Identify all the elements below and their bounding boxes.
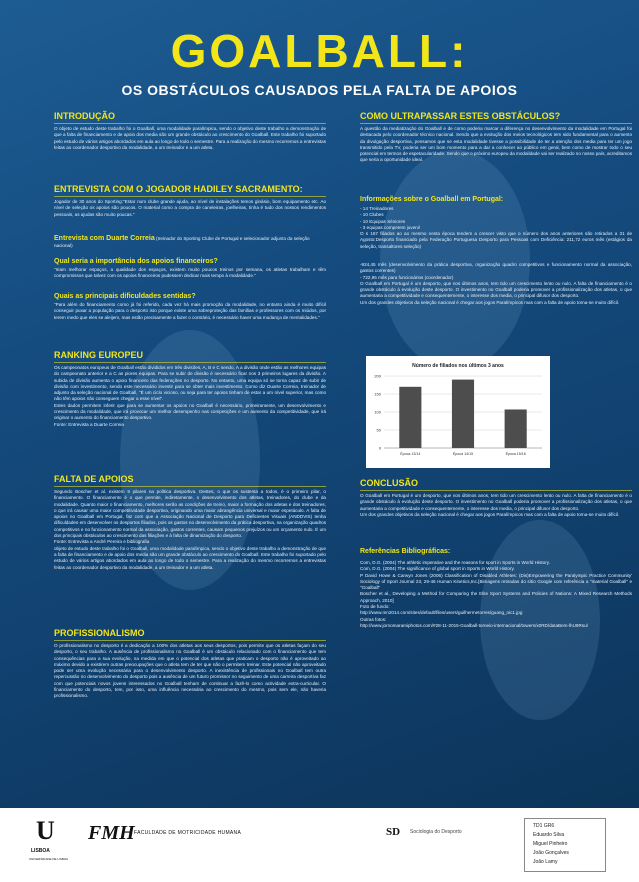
section-text-profissionalismo: O profissionalismo no desporto é a dedicação a 100% dos atletas aos seus desportos, pois permite que os atletas façam do seu desporto, o seu trabalho. A ausência de profissionalismo no Goalball é um obstáculo relacionado com o financiamento que tem consequências para a sua evolução, na medida em que o potencial dos atletas que praticam o desporto não é aproveitado ao máximo devido a existirem outras preocupações que o atleta tem de ter que não o permitem treinar. Este potencial não aproveitado pode ser uma evolução necessária para o desenvolvimento desporto. A inexistência de profissionais no Goalball tem outra repercussão no desenvolvimento do desporto pois a ausência de um futuro promissor no seguimento de uma carreira desportiva faz com que potenciais novos jovens interessados no Goalball tenham de continuar a fazê-lo como actividade extra-curricular. O financiamento do desporto, tem, por isso, uma influência necessária ao crescimento do mesmo, pois sem ele, não haveria profissionalismo. <box>54 643 326 699</box>
informacoes-list: - 14 Treinadores - 10 Clubes - 10 Equipas Séniores - 3 equipas competem juvenil O s 167 filiados ao ao mesmo nesta época tendem a crescer visto que o número dos anos anteriores são retirados a 31 de Agosto:Desporto financiado pela Federação Portuguesa Desporto para Pessoas com Deficiência: 211,72 euros mês (estágios da seleção, transaltores seleção) <box>360 206 632 249</box>
section-text-falta-apoios: Segundo Boscher et al. existem 9 pilares na política desportiva. Destes, o que os sustenta a todos, é o primeiro pilar, o financiamento. O financiamento é o que permite, indiretamente, o desenvolvimento dos atletas, treinadores, do clube e da modalidade. Quanto maior o financiamento, melhores serão as condições de treino, maior a formação dos atletas e dos treinadores, o que irá causar uma maior competitividade desportiva, originando uma maior abrangência universal e maior espetáculo. A falta de apoios no Goalball em Portugal, faz com que a Associação Nacional de Desporto para Deficientes Visuais (ANDDVIS) tenha dificuldades em desenvolver os desportos filiados, pois os gastos no desenvolvimento da prática desportiva, na organização quadros competitivos e no funcionamento normal da associação, gastos correntes, causam pequenos prejuízos ou um orçamento nulo. É um dos principais obstáculos ao crescimento das filiações e à falta de dinamização do desporto. Fonte: Entrevista a André Pereira e bibliografia objeto de estudo deste trabalho foi o Goalball, uma modalidade paralímpica, sendo o objetivo deste trabalho a demonstração de que a falta de financiamento e de apoio dos media são um grande obstáculo ao crescimento do Goalball. Este trabalho foi suportado pelo estudo de vários artigos abordados em aula ao longo de todo o semestre. Para a realização do mesmo recorremos a entrevistas feitas ao coordenador desportivo da modalidade, a um treinador e a um atleta. <box>54 489 326 570</box>
duarte-heading-label: Entrevista com Duarte Correia <box>54 235 155 242</box>
fmh-logo: FMH <box>88 822 135 844</box>
section-heading-informacoes: Informações sobre o Goalball em Portugal: <box>360 196 504 203</box>
section-heading-ranking: RANKING EUROPEU <box>54 350 326 363</box>
section-heading-ultrapassar: COMO ULTRAPASSAR ESTES OBSTÁCULOS? <box>360 111 632 124</box>
section-heading-importancia: Qual seria a importância dos apoios financeiros? <box>54 258 218 265</box>
team-line: Miguel Pinheiro <box>533 841 568 847</box>
ulisboa-logo-name: LISBOA <box>31 848 50 854</box>
section-heading-introducao: INTRODUÇÃO <box>54 111 326 124</box>
section-text-ranking: Os campeonatos europeus de Goalball estão divididos em três divisões, A, B e C sendo, A a divisão onde estão as melhores equipas do campeonato anterior e a C as piores equipas. Para se subir de divisão é necessário ficar nos 3 primeiros lugares da divisão. A subida de divisão aumenta o apoio financeiro das federações no desporto. No entanto, uma equipa só se torna capaz de subir de divisão com investimento, sendo este necessário investir para se obter mais investimento. Como diz Duarte Correia, treinador de adjunto da seleção nacional de Goalball, "É um ciclo vicioso, ou seja para ter apoios tinham de estar a um nível superior, mas como não têm apoios não conseguem chegar a esse nível". Estes dados permitem inferir que para se aumentar os apoios no Goalball é necessário, primeiramente, um desenvolvimento e crescimento da modalidade, que irá provocar um melhor desempenho nas competições e um aumento da competitividade, que irá originar o aumento do financiamento desportivo. Fonte: Entrevista a Duarte Correia <box>54 365 326 427</box>
section-heading-profissionalismo: PROFISSIONALISMO <box>54 628 326 641</box>
chart-bar <box>452 380 474 448</box>
sd-logo: SD <box>386 826 401 838</box>
sd-logo-name: Sociologia do Desporto <box>410 829 462 835</box>
chart-ytick-label: 0 <box>378 445 381 451</box>
chart-ytick-label: 150 <box>374 391 381 397</box>
filiados-chart-svg <box>366 356 550 468</box>
section-text-conclusao: O Goalball em Portugal é um desporto, que nos últimos anos, tem tido um crescimento lento ou nulo. A falta de financiamento é o grande obstáculo à evolução deste desporto. O investimento no Goalball poderia promover a profissionalização dos atletas, o que aumentaria a competitividade e consequentemente, o interesse dos media, o principal difusor dos desporto. Um dos grandes objetivos da seleção nacional é chegar aos jogos Paralímpicos mas com a falta de apoio torna-se muito difícil. <box>360 493 632 517</box>
chart-category-label: Época 15/16 <box>505 452 526 456</box>
duarte-heading-suffix: (treinador do Sporting Clube de Portugal e selecionador adjunto da seleção nacional) <box>54 236 310 248</box>
chart-title: Número de filiados nos últimos 3 anos <box>412 363 504 369</box>
section-text-referencias: Com, D.G. (2004) The athletic imperative and the reasons for sport in Sports in World History. Com, D.G. (2004) The significance of global sport in Sports in World History. P David Howe & Carwyn Jones (2006) Classification of Disabled Athletes: (Dis)Empowering the Paralympic Practice Community' Sociology of Sport Journal 23, 29-46 Human Kinetics,Inc.[Bimagens retiradas do sítio Google com referência a "material Goalball" e "Goalball" Boscher et al., Developing a Method for Comparing the Elite Sport Systems and Policies of Nations: A Mixed Research Methods Approach, 2010] Foto de fundo: http://www.mn2014.com/sites/default/files/users/guilhermetorres/guang_nic1.jpg Outras fotos: http://www.jornomaramiphotos.com/#28-11-2015-Goalball-torneio-internacional/towers/x0RD/dataBem-lhU9Rsul <box>360 560 632 628</box>
team-line: Eduardo Silva <box>533 832 565 838</box>
section-text-ultrapassar: A questão da mediatização do Goalball e de como poderia marcar a diferença no desenvolvimento da modalidade em Portugal foi destacada pelo coordenador técnico nacional. Sendo que a evolução dos meios tecnológicos tem sido fundamental para o aumento da divulgação desportiva, pensamos que se esta modalidade tivesse a possibilidade de ter a atenção dos media para ter um jogo transmitido pela TV, poderia ser um bom momento para a dar a conhecer ao público em geral, bem como de mostrar todo o seu potencial em termos de espetacularidade. Sendo que o próximo europeu da modalidade vai ser realizado no nosso país, acreditamos que seria a oportunidade ideal. <box>360 126 632 163</box>
section-heading-dificuldades: Quais as principais dificuldades sentidas? <box>54 293 196 300</box>
background-figure <box>380 150 530 370</box>
team-line: João Lamy <box>533 859 558 865</box>
section-heading-entrevista: ENTREVISTA COM O JOGADOR HADILEY SACRAMENTO: <box>54 184 326 197</box>
team-box <box>524 818 606 872</box>
chart-bar <box>505 409 527 448</box>
fmh-logo-name: FACULDADE DE MOTRICIDADE HUMANA <box>134 830 242 836</box>
informacoes-text: -924,45 mês (desenvolvimento da prática desportiva, organização quadro competitivos e funcionamento normal da associação, gastos correntes) - 722,95 mês para funcionários (coordenador) O Goalball em Portugal é um desporto, que nos últimos anos, tem tido um crescimento lento ou nulo. A falta de financiamento é o grande obstáculo à evolução deste desporto. O investimento no Goalball poderia promover a profissionalização dos atletas, o que aumentaria a competitividade e consequentemente, o interesse dos media, o principal difusor dos desporto. Um dos grandes objetivos da seleção nacional é chegar aos jogos Paralímpicos mas com a falta de apoio torna-se muito difícil. <box>360 262 632 305</box>
poster-header <box>0 0 639 120</box>
chart-ytick-label: 200 <box>374 373 381 379</box>
chart-ytick-label: 100 <box>374 409 381 415</box>
chart-bar <box>399 387 421 448</box>
poster-subtitle: OS OBSTÁCULOS CAUSADOS PELA FALTA DE APOIOS <box>121 82 518 98</box>
section-heading-referencias: Referências Bibliográficas: <box>360 548 451 555</box>
section-heading-conclusao: CONCLUSÃO <box>360 478 632 491</box>
chart-category-label: Época 13/14 <box>400 452 421 456</box>
team-line: João Gonçalves <box>533 850 569 856</box>
section-heading-falta-apoios: FALTA DE APOIOS <box>54 474 326 487</box>
ulisboa-logo-caption: UNIVERSIDADE DE LISBOA <box>29 857 69 861</box>
ulisboa-logo-mark: U <box>36 816 55 845</box>
section-text-entrevista: Jogador de 30 anos do Sporting:"Estar num clube grande ajuda, ao nível de instalações temos ginásio, bom equipamento etc. Ao nível de seleção os apoios são poucos. O material como a compra de caneleiras, joelheiras, tinha é tudo dos nossos rendimentos pessoais, as ajudas são muito poucas." <box>54 199 326 217</box>
chart-category-label: Época 14/15 <box>452 452 474 456</box>
filiados-chart <box>366 356 550 468</box>
team-line: TD1 GR6 <box>533 823 555 829</box>
poster-title: GOALBALL: <box>170 25 469 77</box>
section-heading-duarte <box>54 235 326 249</box>
section-text-introducao: O objeto de estudo deste trabalho foi o Goalball, uma modalidade paralímpica, sendo o objetivo deste trabalho a demonstração de que a falta de financiamento e de apoio dos media são um grande obstáculo ao crescimento do Goalball. Este trabalho foi suportado pelo estudo de vários artigos abordados em aula ao longo de todo o semestre. Para a realização do mesmo recorremos a entrevistas feitas ao coordenador desportivo da modalidade, a um treinador e a um atleta. <box>54 126 326 150</box>
section-text-dificuldades: "Para além do financiamento como já foi referido, cada vez há mais promoção da modalidade, no entanto ainda é muito difícil conseguir puxar a população para o desporto isto porque existe uma sobreproteção das famílias e professores com os miúdos, por terem medo que eles se aleijem, mas estão precisamente a fazer o contrário, é necessário haver uma mudança de mentalidades." <box>54 302 326 320</box>
chart-ytick-label: 50 <box>376 427 381 433</box>
section-text-importancia: "Iriam melhorar espaços, a qualidade dos espaços, existem muito poucos treinos por semana, os atletas trabalham e têm compromissos que talvez com os apoios financeiros pudessem dedicar mais tempo à modalidade." <box>54 267 326 279</box>
